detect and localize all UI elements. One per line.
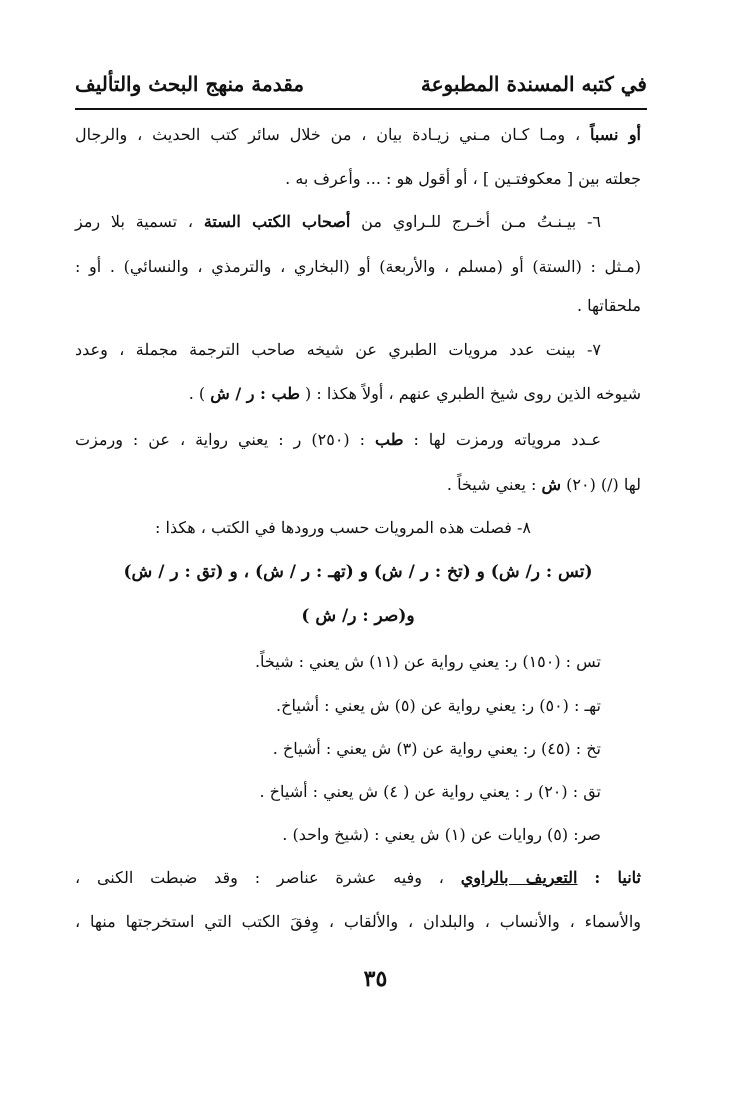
paragraph-line: [75, 430, 641, 450]
emphasis-text: أو نسباً: [590, 125, 642, 144]
paragraph-line: [75, 868, 641, 888]
header-divider: [75, 108, 647, 110]
line-text: ٦- بيـنـتُ مـن أخـرج للـراوي من: [361, 212, 602, 231]
list-item: صر: (٥) روايات عن (١) ش يعني : (شيخ واحد) .: [282, 825, 601, 844]
paragraph-line: ٧- بينت عدد مرويات الطبري عن شيخه صاحب الترجمة مجملة ، وعدد: [75, 340, 601, 359]
line-text: شيوخه الذين روى شيخ الطبري عنهم ، أولاً هكذا : (: [305, 384, 641, 403]
line-text: : يعني شيخاً .: [446, 475, 537, 494]
list-item: تخ : (٤٥) ر: يعني رواية عن (٣) ش يعني : أشياخ .: [272, 739, 601, 758]
paragraph-line: [75, 212, 641, 232]
list-item: تهـ : (٥٠) ر: يعني رواية عن (٥) ش يعني : أشياخ.: [276, 696, 601, 715]
paragraph-line: جعلته بين [ معكوفتـين ] ، أو أقول هو : ... وأعرف به .: [285, 169, 641, 188]
line-text: : (٢٥٠) ر : يعني رواية ، عن : ورمزت: [75, 430, 366, 449]
line-text: ، تسمية بلا رمز: [75, 212, 194, 231]
line-text: عـدد مروياته ورمزت لها :: [413, 430, 602, 449]
emphasis-text: طب: [375, 430, 404, 449]
list-item: تس : (١٥٠) ر: يعني رواية عن (١١) ش يعني : شيخاً.: [254, 652, 601, 671]
paragraph-line: [75, 125, 641, 145]
paragraph-line: ملحقاتها .: [576, 296, 641, 315]
emphasis-text: أصحاب الكتب الستة: [203, 212, 351, 231]
paragraph-line: [75, 384, 641, 404]
page-number: ٣٥: [363, 966, 388, 992]
section-heading: ثانيا :: [594, 868, 642, 887]
paragraph-line: ٨- فصلت هذه المرويات حسب ورودها في الكتب ، هكذا :: [155, 518, 531, 537]
emphasis-text: طب : ر / ش: [210, 384, 300, 403]
code-legend-line: و(صر : ر/ ش ): [301, 606, 415, 626]
line-text: ) .: [188, 384, 206, 403]
emphasis-text: ش: [541, 475, 562, 494]
paragraph-line: والأسماء ، والأنساب ، والبلدان ، والألقاب ، وِفقَ الكتب التي استخرجتها منها ،: [75, 912, 641, 931]
section-heading-underlined: التعريف بالراوي: [460, 868, 578, 887]
line-text: ، ومـا كـان مـني زيـادة بيان ، من خلال سائر كتب الحديث ، والرجال: [75, 125, 581, 144]
running-header: [75, 70, 647, 104]
list-item: تق : (٢٠) ر : يعني رواية عن ( ٤) ش يعني : أشياخ .: [259, 782, 601, 801]
header-book-title: في كتبه المسندة المطبوعة: [420, 72, 647, 96]
paragraph-line: (مـثل : (الستة) أو (مسلم ، والأربعة) أو (البخاري ، والترمذي ، والنسائي) . أو :: [75, 257, 641, 276]
header-section-title: مقدمة منهج البحث والتأليف: [75, 72, 305, 96]
line-text: ، وفيه عشرة عناصر : وقد ضبطت الكنى ،: [75, 868, 444, 887]
code-legend-line: (تس : ر/ ش) و (تخ : ر / ش) و (تهـ : ر / ش) ، و (تق : ر / ش): [123, 562, 593, 582]
line-text: لها (/) (٢٠): [566, 475, 641, 494]
paragraph-line: [75, 475, 641, 495]
